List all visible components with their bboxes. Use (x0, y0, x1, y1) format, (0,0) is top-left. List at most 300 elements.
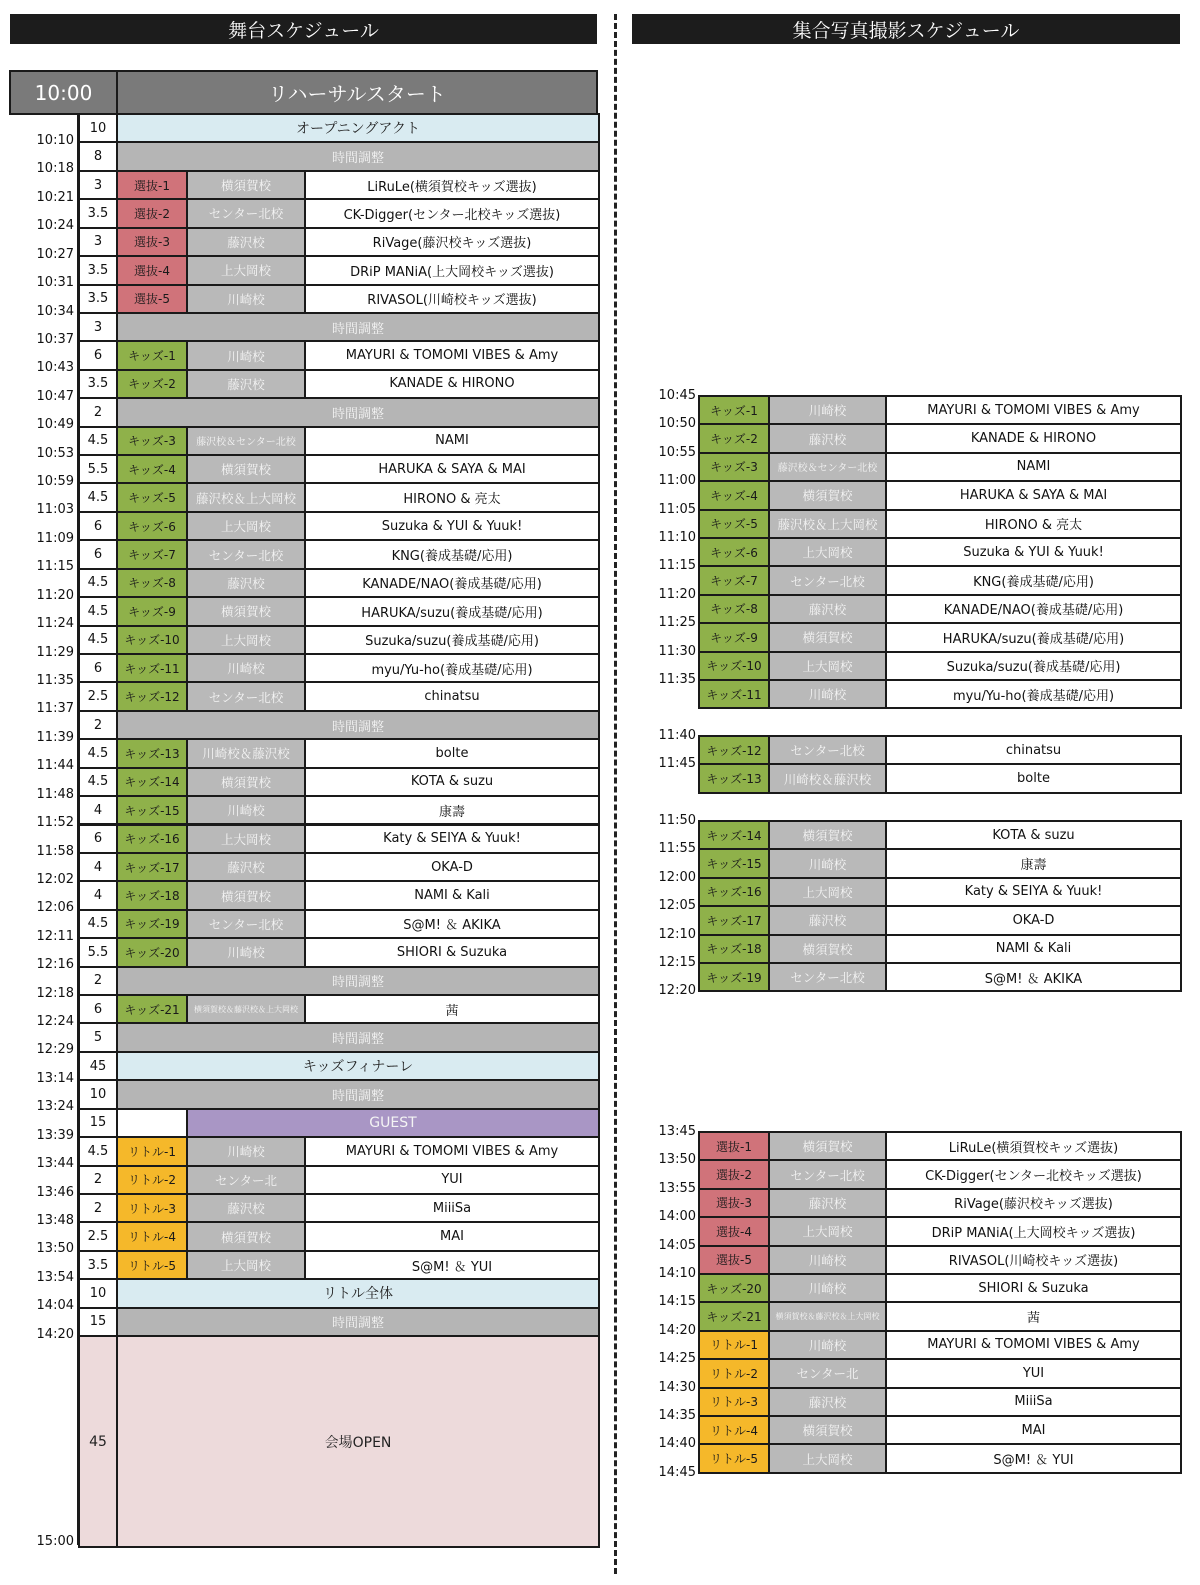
act-tag: 選抜-1 (116, 170, 188, 200)
photo-school-cell: 上大岡校 (768, 1216, 887, 1246)
duration-cell: 3.5 (78, 1250, 118, 1280)
duration-cell: 4.5 (78, 482, 118, 512)
school-cell: 藤沢校 (186, 1193, 306, 1223)
photo-performer-name: 康壽 (885, 848, 1182, 878)
stage-time-label: 11:09 (36, 530, 74, 546)
photo-school-cell: センター北 (768, 1358, 887, 1388)
photo-act-tag: キッズ-18 (698, 934, 770, 964)
photo-time-label: 11:40 (658, 728, 696, 743)
duration-cell: 4.5 (78, 767, 118, 797)
photo-act-tag: キッズ-6 (698, 537, 770, 567)
duration-cell: 3 (78, 170, 118, 200)
photo-act-tag: キッズ-13 (698, 763, 770, 793)
photo-act-tag: キッズ-17 (698, 905, 770, 935)
act-tag: キッズ-1 (116, 340, 188, 370)
photo-school-cell: 藤沢校 (768, 1387, 887, 1417)
photo-performer-name: NAMI (885, 452, 1182, 482)
stage-time-label: 10:21 (36, 189, 74, 205)
act-tag: リトル-2 (116, 1165, 188, 1195)
duration-cell: 6 (78, 511, 118, 541)
photo-performer-name: S@M! ＆ AKIKA (885, 962, 1182, 992)
duration-cell: 8 (78, 141, 118, 171)
photo-school-cell: 川崎校 (768, 1273, 887, 1303)
performer-name: SHIORI & Suzuka (304, 937, 600, 967)
performer-name: Katy & SEIYA & Yuuk! (304, 824, 600, 854)
duration-cell: 15 (78, 1108, 118, 1138)
school-cell: センター北校 (186, 909, 306, 939)
performer-name: 康壽 (304, 795, 600, 825)
duration-cell: 10 (78, 1278, 118, 1308)
photo-school-cell: センター北校 (768, 1159, 887, 1189)
duration-cell: 2 (78, 966, 118, 996)
photo-act-tag: キッズ-14 (698, 820, 770, 850)
stage-time-label: 13:14 (36, 1070, 74, 1086)
photo-act-tag: キッズ-1 (698, 395, 770, 425)
act-tag: リトル-4 (116, 1221, 188, 1251)
duration-cell: 4.5 (78, 625, 118, 655)
photo-school-cell: センター北校 (768, 962, 887, 992)
photo-time-label: 14:30 (658, 1379, 696, 1395)
act-tag: キッズ-14 (116, 767, 188, 797)
performer-name: MAI (304, 1221, 600, 1251)
stage-time-label: 11:44 (36, 758, 74, 774)
stage-time-label: 12:29 (36, 1042, 74, 1058)
photo-act-tag: キッズ-19 (698, 962, 770, 992)
school-cell: 川崎校 (186, 340, 306, 370)
performer-name: YUI (304, 1165, 600, 1195)
stage-time-label: 13:50 (36, 1241, 74, 1257)
school-cell: センター北校 (186, 539, 306, 569)
performer-name: RiVage(藤沢校キッズ選抜) (304, 227, 600, 257)
photo-school-cell: 藤沢校＆上大岡校 (768, 509, 887, 539)
performer-name: NAMI & Kali (304, 880, 600, 910)
stage-time-label: 11:52 (36, 815, 74, 831)
photo-performer-name: KOTA & suzu (885, 820, 1182, 850)
stage-time-label: 12:02 (36, 871, 74, 887)
act-tag: キッズ-6 (116, 511, 188, 541)
school-cell: 横須賀校＆藤沢校＆上大岡校 (186, 994, 306, 1024)
stage-time-label: 11:20 (36, 587, 74, 603)
duration-cell: 4.5 (78, 568, 118, 598)
school-cell: 川崎校 (186, 795, 306, 825)
photo-performer-name: chinatsu (885, 735, 1182, 765)
photo-school-cell: 上大岡校 (768, 651, 887, 681)
photo-time-label: 11:20 (658, 586, 696, 602)
school-cell: 上大岡校 (186, 824, 306, 854)
photo-school-cell: 藤沢校 (768, 423, 887, 453)
photo-act-tag: キッズ-20 (698, 1273, 770, 1303)
photo-school-cell: センター北校 (768, 565, 887, 595)
photo-time-label: 14:45 (658, 1464, 696, 1480)
photo-time-label: 14:15 (658, 1294, 696, 1310)
duration-cell: 45 (78, 1051, 118, 1081)
school-cell: センター北校 (186, 198, 306, 228)
photo-performer-name: HIRONO & 亮太 (885, 509, 1182, 539)
photo-time-label: 14:20 (658, 1322, 696, 1338)
photo-school-cell: 藤沢校＆センター北校 (768, 452, 887, 482)
photo-act-tag: 選抜-1 (698, 1131, 770, 1161)
photo-performer-name: NAMI & Kali (885, 934, 1182, 964)
performer-name: Suzuka/suzu(養成基礎/応用) (304, 625, 600, 655)
stage-time-label: 10:49 (36, 417, 74, 433)
duration-cell: 4 (78, 880, 118, 910)
act-tag: キッズ-11 (116, 653, 188, 683)
school-cell: 横須賀校 (186, 454, 306, 484)
performer-name: MAYURI & TOMOMI VIBES & Amy (304, 340, 600, 370)
photo-time-label: 12:00 (658, 869, 696, 885)
stage-time-label: 13:46 (36, 1184, 74, 1200)
school-cell: 上大岡校 (186, 255, 306, 285)
photo-performer-name: KNG(養成基礎/応用) (885, 565, 1182, 595)
photo-time-label: 14:25 (658, 1351, 696, 1367)
performer-name: HARUKA & SAYA & MAI (304, 454, 600, 484)
photo-time-label: 11:05 (658, 501, 696, 517)
duration-cell: 5.5 (78, 454, 118, 484)
photo-time-label: 10:45 (658, 388, 696, 403)
photo-school-cell: 横須賀校 (768, 480, 887, 510)
photo-time-label: 13:50 (658, 1152, 696, 1168)
photo-act-tag: 選抜-3 (698, 1188, 770, 1218)
school-cell: 藤沢校 (186, 227, 306, 257)
performer-name: chinatsu (304, 681, 600, 711)
school-cell: 横須賀校 (186, 170, 306, 200)
school-cell: 横須賀校 (186, 1221, 306, 1251)
stage-time-label: 12:16 (36, 957, 74, 973)
photo-school-cell: 横須賀校 (768, 820, 887, 850)
time-adjust-cell: 時間調整 (116, 1022, 600, 1052)
performer-name: DRiP MANiA(上大岡校キッズ選抜) (304, 255, 600, 285)
photo-act-tag: 選抜-4 (698, 1216, 770, 1246)
duration-cell: 4.5 (78, 738, 118, 768)
act-tag: 選抜-3 (116, 227, 188, 257)
photo-time-label: 10:55 (658, 444, 696, 460)
stage-time-label: 14:20 (36, 1326, 74, 1342)
photo-act-tag: キッズ-4 (698, 480, 770, 510)
duration-cell: 3.5 (78, 198, 118, 228)
photo-time-label: 14:35 (658, 1408, 696, 1423)
photo-act-tag: リトル-1 (698, 1330, 770, 1360)
photo-school-cell: 横須賀校 (768, 1415, 887, 1445)
stage-time-label: 10:59 (36, 474, 74, 490)
act-tag: キッズ-16 (116, 824, 188, 854)
duration-cell: 3 (78, 312, 118, 342)
school-cell: 藤沢校＆上大岡校 (186, 482, 306, 512)
duration-cell: 3.5 (78, 369, 118, 399)
performer-name: 茜 (304, 994, 600, 1024)
photo-school-cell: 藤沢校 (768, 905, 887, 935)
stage-time-label: 13:39 (36, 1127, 74, 1143)
duration-cell: 15 (78, 1307, 118, 1337)
act-tag: キッズ-5 (116, 482, 188, 512)
duration-cell: 4.5 (78, 909, 118, 939)
photo-performer-name: DRiP MANiA(上大岡校キッズ選抜) (885, 1216, 1182, 1246)
photo-time-label: 13:55 (658, 1180, 696, 1196)
performer-name: HARUKA/suzu(養成基礎/応用) (304, 596, 600, 626)
photo-performer-name: YUI (885, 1358, 1182, 1388)
stage-time-label: 10:34 (36, 303, 74, 319)
performer-name: KOTA & suzu (304, 767, 600, 797)
school-cell: 藤沢校 (186, 568, 306, 598)
stage-time-label: 12:24 (36, 1014, 74, 1030)
photo-time-label: 11:55 (658, 841, 696, 857)
photo-time-label: 14:00 (658, 1209, 696, 1225)
photo-act-tag: キッズ-15 (698, 848, 770, 878)
photo-school-cell: センター北校 (768, 735, 887, 765)
duration-cell: 6 (78, 824, 118, 854)
stage-time-label: 11:48 (36, 786, 74, 802)
photo-school-cell: 上大岡校 (768, 877, 887, 907)
photo-act-tag: キッズ-7 (698, 565, 770, 595)
act-tag: キッズ-15 (116, 795, 188, 825)
photo-act-tag: キッズ-11 (698, 679, 770, 709)
act-tag: キッズ-17 (116, 852, 188, 882)
performer-name: CK-Digger(センター北校キッズ選抜) (304, 198, 600, 228)
duration-cell: 6 (78, 340, 118, 370)
school-cell: 横須賀校 (186, 596, 306, 626)
stage-time-label: 11:03 (36, 502, 74, 518)
photo-school-cell: 川崎校＆藤沢校 (768, 763, 887, 793)
act-tag: キッズ-10 (116, 625, 188, 655)
school-cell: 上大岡校 (186, 625, 306, 655)
photo-act-tag: キッズ-9 (698, 622, 770, 652)
photo-time-label: 11:15 (658, 558, 696, 574)
duration-cell: 3 (78, 227, 118, 257)
school-cell: 上大岡校 (186, 511, 306, 541)
stage-time-label: 13:54 (36, 1269, 74, 1285)
duration-cell: 2.5 (78, 681, 118, 711)
duration-cell: 10 (78, 1079, 118, 1109)
guest-cell: GUEST (186, 1108, 600, 1138)
photo-time-label: 14:40 (658, 1436, 696, 1452)
photo-school-cell: 藤沢校 (768, 1188, 887, 1218)
performer-name: Suzuka & YUI & Yuuk! (304, 511, 600, 541)
act-tag: キッズ-13 (116, 738, 188, 768)
duration-cell: 6 (78, 994, 118, 1024)
performer-name: NAMI (304, 426, 600, 456)
stage-time-label: 13:48 (36, 1212, 74, 1228)
photo-performer-name: bolte (885, 763, 1182, 793)
stage-time-label: 10:47 (36, 388, 74, 404)
school-cell: 川崎校 (186, 937, 306, 967)
photo-act-tag: リトル-4 (698, 1415, 770, 1445)
duration-cell: 6 (78, 539, 118, 569)
time-adjust-cell: 時間調整 (116, 312, 600, 342)
photo-time-label: 12:05 (658, 898, 696, 914)
time-adjust-cell: 時間調整 (116, 397, 600, 427)
photo-performer-name: Suzuka & YUI & Yuuk! (885, 537, 1182, 567)
photo-time-label: 11:00 (658, 473, 696, 489)
school-cell: 川崎校 (186, 284, 306, 314)
act-tag: キッズ-19 (116, 909, 188, 939)
duration-cell: 4 (78, 852, 118, 882)
photo-schedule-header: 集合写真撮影スケジュール (632, 14, 1180, 44)
performer-name: LiRuLe(横須賀校キッズ選抜) (304, 170, 600, 200)
school-cell: 藤沢校＆センター北校 (186, 426, 306, 456)
duration-cell: 4 (78, 795, 118, 825)
photo-act-tag: 選抜-2 (698, 1159, 770, 1189)
school-cell: 横須賀校 (186, 767, 306, 797)
photo-performer-name: RiVage(藤沢校キッズ選抜) (885, 1188, 1182, 1218)
photo-school-cell: 上大岡校 (768, 1443, 887, 1473)
photo-performer-name: S@M! ＆ YUI (885, 1443, 1182, 1473)
photo-time-label: 10:50 (658, 416, 696, 432)
stage-time-label: 14:04 (36, 1298, 74, 1314)
photo-time-label: 11:25 (658, 615, 696, 631)
act-tag: キッズ-12 (116, 681, 188, 711)
photo-time-label: 12:10 (658, 926, 696, 942)
photo-act-tag: キッズ-3 (698, 452, 770, 482)
photo-act-tag: リトル-3 (698, 1387, 770, 1417)
performer-name: S@M! ＆ YUI (304, 1250, 600, 1280)
photo-school-cell: 川崎校 (768, 1245, 887, 1275)
stage-time-label: 10:10 (36, 133, 74, 148)
time-adjust-cell: 時間調整 (116, 1079, 600, 1109)
photo-time-label: 11:30 (658, 643, 696, 659)
time-adjust-cell: 時間調整 (116, 966, 600, 996)
act-tag: リトル-3 (116, 1193, 188, 1223)
stage-time-label: 10:31 (36, 275, 74, 291)
act-tag: キッズ-20 (116, 937, 188, 967)
photo-school-cell: 横須賀校 (768, 1131, 887, 1161)
photo-school-cell: 上大岡校 (768, 537, 887, 567)
photo-time-label: 11:10 (658, 530, 696, 545)
performer-name: OKA-D (304, 852, 600, 882)
school-cell: 上大岡校 (186, 1250, 306, 1280)
photo-performer-name: CK-Digger(センター北校キッズ選抜) (885, 1159, 1182, 1189)
duration-cell: 3.5 (78, 284, 118, 314)
act-tag: キッズ-9 (116, 596, 188, 626)
venue-open-cell: 会場OPEN (116, 1335, 600, 1548)
photo-school-cell: 川崎校 (768, 395, 887, 425)
stage-time-label: 13:44 (36, 1156, 74, 1172)
stage-time-label: 11:29 (36, 644, 74, 660)
rehearsal-label: リハーサルスタート (116, 70, 598, 115)
act-tag: キッズ-21 (116, 994, 188, 1024)
photo-act-tag: キッズ-2 (698, 423, 770, 453)
duration-cell: 2 (78, 710, 118, 740)
stage-time-label: 11:15 (36, 559, 74, 575)
act-tag: キッズ-2 (116, 369, 188, 399)
act-tag: キッズ-4 (116, 454, 188, 484)
duration-cell: 5.5 (78, 937, 118, 967)
stage-time-label: 13:24 (36, 1099, 74, 1115)
stage-time-label: 10:24 (36, 218, 74, 234)
photo-act-tag: リトル-2 (698, 1358, 770, 1388)
duration-cell: 10 (78, 113, 118, 143)
performer-name: MiiiSa (304, 1193, 600, 1223)
photo-performer-name: KANADE & HIRONO (885, 423, 1182, 453)
time-adjust-cell: 時間調整 (116, 141, 600, 171)
time-adjust-cell: 時間調整 (116, 1307, 600, 1337)
school-cell: 川崎校 (186, 1136, 306, 1166)
photo-time-label: 11:35 (658, 672, 696, 687)
photo-performer-name: Suzuka/suzu(養成基礎/応用) (885, 651, 1182, 681)
duration-cell: 6 (78, 653, 118, 683)
stage-schedule-header: 舞台スケジュール (10, 14, 597, 44)
performer-name: S@M! ＆ AKIKA (304, 909, 600, 939)
school-cell: 藤沢校 (186, 369, 306, 399)
photo-performer-name: MAYURI & TOMOMI VIBES & Amy (885, 1330, 1182, 1360)
performer-name: KANADE/NAO(養成基礎/応用) (304, 568, 600, 598)
photo-time-label: 11:45 (658, 756, 696, 772)
photo-act-tag: キッズ-12 (698, 735, 770, 765)
stage-time-label: 10:43 (36, 360, 74, 376)
photo-performer-name: Katy & SEIYA & Yuuk! (885, 877, 1182, 907)
school-cell: 川崎校＆藤沢校 (186, 738, 306, 768)
duration-cell: 2.5 (78, 1221, 118, 1251)
photo-school-cell: 藤沢校 (768, 594, 887, 624)
photo-act-tag: リトル-5 (698, 1443, 770, 1473)
program-cell: キッズフィナーレ (116, 1051, 600, 1081)
school-cell: 横須賀校 (186, 880, 306, 910)
photo-school-cell: 横須賀校＆藤沢校＆上大岡校 (768, 1301, 887, 1331)
photo-performer-name: 茜 (885, 1301, 1182, 1331)
performer-name: HIRONO & 亮太 (304, 482, 600, 512)
duration-cell: 5 (78, 1022, 118, 1052)
photo-act-tag: キッズ-5 (698, 509, 770, 539)
photo-time-label: 12:15 (658, 955, 696, 970)
duration-cell: 2 (78, 1165, 118, 1195)
act-tag: キッズ-18 (116, 880, 188, 910)
photo-school-cell: 横須賀校 (768, 934, 887, 964)
photo-act-tag: キッズ-16 (698, 877, 770, 907)
stage-time-label: 11:58 (36, 843, 74, 859)
stage-time-label: 11:35 (36, 672, 74, 688)
performer-name: RIVASOL(川崎校キッズ選抜) (304, 284, 600, 314)
program-cell: リトル全体 (116, 1278, 600, 1308)
performer-name: KANADE & HIRONO (304, 369, 600, 399)
guest-blank (116, 1108, 188, 1138)
time-adjust-cell: 時間調整 (116, 710, 600, 740)
stage-time-label: 10:53 (36, 445, 74, 461)
school-cell: 川崎校 (186, 653, 306, 683)
school-cell: センター北 (186, 1165, 306, 1195)
photo-act-tag: キッズ-8 (698, 594, 770, 624)
duration-cell: 45 (78, 1335, 118, 1548)
act-tag: 選抜-5 (116, 284, 188, 314)
act-tag: キッズ-3 (116, 426, 188, 456)
duration-cell: 4.5 (78, 1136, 118, 1166)
photo-school-cell: 川崎校 (768, 848, 887, 878)
stage-time-label: 10:27 (36, 246, 74, 262)
column-divider (614, 14, 617, 1574)
school-cell: センター北校 (186, 681, 306, 711)
photo-act-tag: キッズ-21 (698, 1301, 770, 1331)
photo-time-label: 14:05 (658, 1237, 696, 1253)
act-tag: リトル-1 (116, 1136, 188, 1166)
stage-time-label: 12:06 (36, 900, 74, 916)
duration-cell: 2 (78, 397, 118, 427)
act-tag: キッズ-8 (116, 568, 188, 598)
photo-time-label: 12:20 (658, 983, 696, 999)
photo-act-tag: 選抜-5 (698, 1245, 770, 1275)
act-tag: 選抜-4 (116, 255, 188, 285)
act-tag: 選抜-2 (116, 198, 188, 228)
school-cell: 藤沢校 (186, 852, 306, 882)
stage-time-label: 12:11 (36, 928, 74, 944)
photo-school-cell: 川崎校 (768, 1330, 887, 1360)
photo-performer-name: HARUKA & SAYA & MAI (885, 480, 1182, 510)
duration-cell: 3.5 (78, 255, 118, 285)
photo-performer-name: KANADE/NAO(養成基礎/応用) (885, 594, 1182, 624)
rehearsal-time: 10:00 (9, 70, 118, 115)
photo-time-label: 13:45 (658, 1124, 696, 1139)
stage-time-label: 10:37 (36, 331, 74, 347)
photo-performer-name: RIVASOL(川崎校キッズ選抜) (885, 1245, 1182, 1275)
performer-name: KNG(養成基礎/応用) (304, 539, 600, 569)
photo-performer-name: LiRuLe(横須賀校キッズ選抜) (885, 1131, 1182, 1161)
stage-time-label: 12:18 (36, 985, 74, 1001)
